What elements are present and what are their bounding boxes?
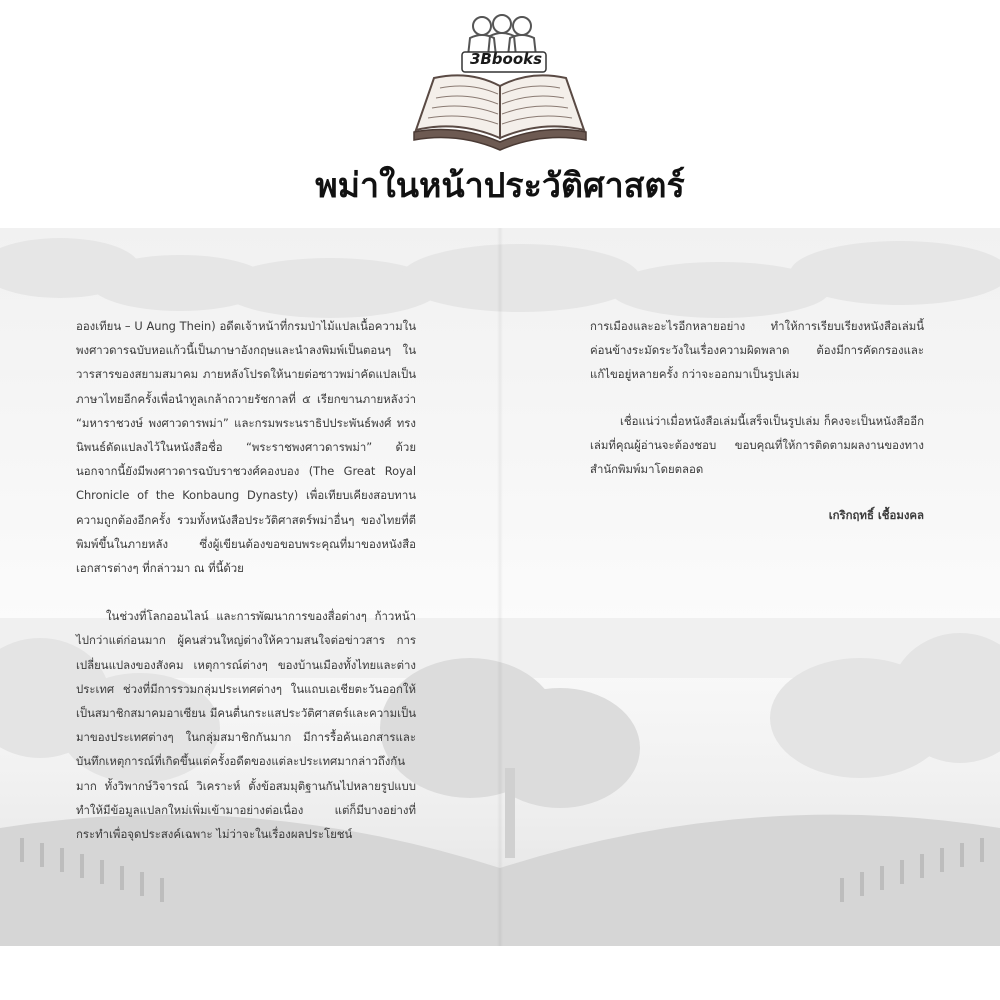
left-page-text [76,314,416,846]
publisher-logo-icon [400,8,600,158]
author-signature: เกริกฤทธิ์ เชื้อมงคล [828,508,924,523]
book-spread [0,228,1000,946]
left-paragraph-1: ออง​เทียน – U Aung Thein) อดีตเจ้าหน้าที่กรมป่าไม้แปลเนื้อความในพงศาวดารฉบับหอแก้วนี้เป็นภาษาอังกฤษและนำลงพิมพ์เป็นตอนๆ ในวารสารของสยามสมาคม ภายหลังโปรดให้นายต่อซาวพม่าคัดแปลเป็นภาษาไทยอีกครั้งเพื่อนำทูลเกล้าถวายรัชกาลที่ ๕ เรียกขานภายหลังว่า “มหาราชวงษ์ พงศาวดารพม่า” และกรมพระนราธิปประพันธ์พงศ์ ทรงนิพนธ์ดัดแปลงไว้ในหนังสือชื่อ “พระราชพงศาวดารพม่า” ด้วย นอกจากนี้ยังมีพงศาวดารฉบับราชวงศ์คองบอง (The Great Royal Chronicle of the Konbaung Dynasty) เพื่อเทียบเคียงสอบทานความถูกต้องอีกครั้ง รวมทั้งหนังสือประวัติศาสตร์พม่าอื่นๆ ของไทยที่ตีพิมพ์ขึ้นในภายหลัง ซึ่งผู้เขียนต้องขอขอบพระคุณที่มาของหนังสือ เอกสารต่างๆ ที่กล่าวมา ณ ที่นี้ด้วย [76,319,416,576]
book-gutter [497,228,503,946]
right-paragraph-2: เชื่อแน่ว่าเมื่อหนังสือเล่มนี้เสร็จเป็นรูปเล่ม ก็คงจะเป็นหนังสืออีกเล่มที่คุณผู้อ่านจะต้องชอบ ขอบคุณที่ให้การติดตามผลงานของทางสำนักพิมพ์มาโดยตลอด [590,413,924,477]
right-paragraph-1: การเมืองและอะไรอีกหลายอย่าง ทำให้การเรียบเรียงหนังสือเล่มนี้ค่อนข้างระมัดระวังในเรื่องความผิดพลาด ต้องมีการคัดกรองและแก้ไขอยู่หลายครั้ง กว่าจะออกมาเป็นรูปเล่ม [590,319,924,382]
left-paragraph-2: ในช่วงที่โลกออนไลน์ และการพัฒนาการของสื่อต่างๆ ก้าวหน้าไปกว่าแต่ก่อนมาก ผู้คนส่วนใหญ่ต่างให้ความสนใจต่อข่าวสาร การเปลี่ยนแปลงของสังคม เหตุการณ์ต่างๆ ของบ้านเมืองทั้งไทยและต่างประเทศ ช่วงที่มีการรวมกลุ่มประเทศต่างๆ ในแถบเอเชียตะวันออกให้เป็นสมาชิกสมาคมอาเซียน มีคนตื่นกระแสประวัติศาสตร์และความเป็นมาของประเทศต่างๆ ในกลุ่มสมาชิกกันมาก มีการรื้อค้นเอกสารและบันทึกเหตุการณ์ที่เกิดขึ้นแต่ครั้งอดีตของแต่ละประเทศมากล่าวถึงกันมาก ทั้งวิพากษ์วิจารณ์ วิเคราะห์ ตั้งข้อสมมุติฐานกันไปหลายรูปแบบ ทำให้มีข้อมูลแปลกใหม่เพิ่มเข้ามาอย่างต่อเนื่อง แต่ก็มีบางอย่างที่กระทำเพื่อจุดประสงค์เฉพาะ ไม่ว่าจะในเรื่องผลประโยชน์ [76,609,416,842]
page-title: พม่าในหน้าประวัติศาสตร์ [315,166,685,206]
logo-text: 3Bbooks [469,50,543,68]
right-page-text [590,314,924,527]
